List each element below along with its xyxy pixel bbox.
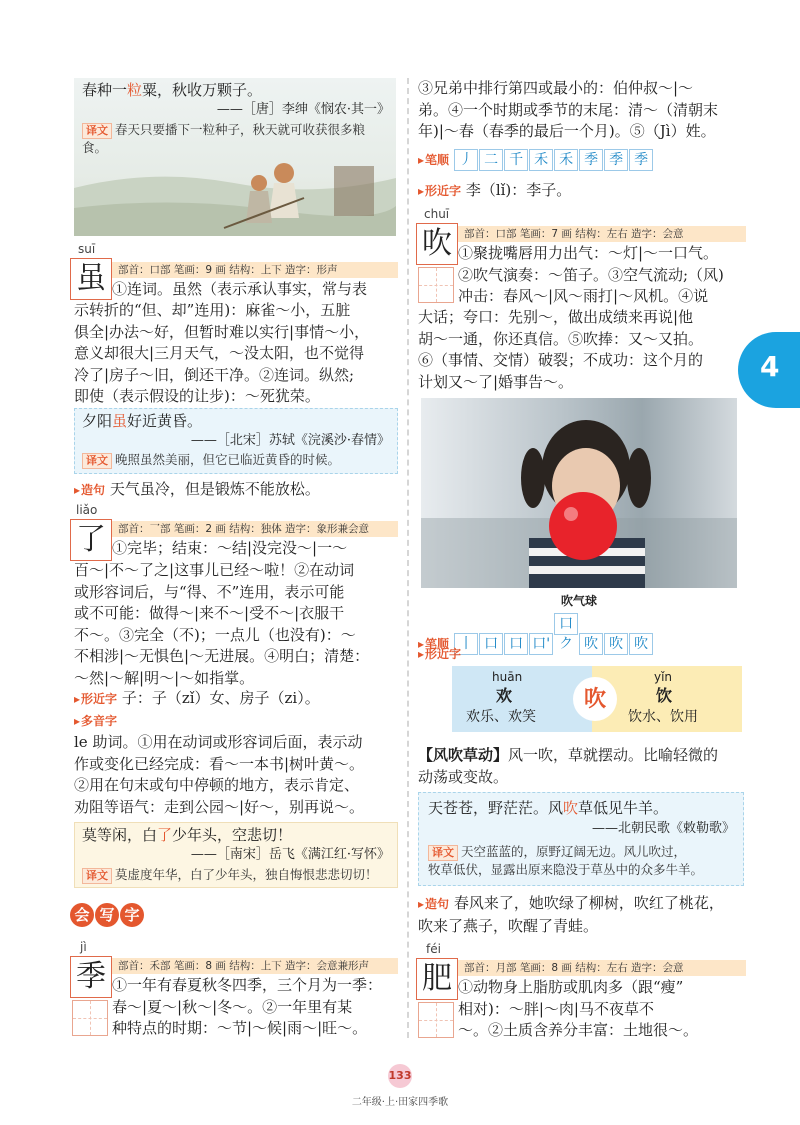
info-bar-sui: 部首：口部 笔画：9 画 结构：上下 造字：形声: [112, 262, 398, 278]
pinyin-ji: jì: [80, 940, 87, 954]
xingjin-le: ▸ 形近字 子：子（zǐ）女、房子（zi）。: [74, 688, 320, 711]
pinyin-sui: suī: [78, 242, 96, 256]
photo-blow-balloon: [421, 398, 737, 588]
quote-sui: 夕阳虽好近黄昏。: [82, 412, 203, 430]
char-box-le: 了: [70, 519, 112, 561]
definition-le-cont: 百～|不～了之|这事儿已经～啦！②在动词 或形容词后，与“得、不”连用，表示可能 或不可能：做得～|来不～|受不～|衣服干 不～。③完全（不)；一点儿（也没有)：～ 不相涉|～无惧色|～无进展。④明白；清楚： ～然|～解|明～|～如指掌。: [74, 561, 370, 687]
definition-ji-cont: ③兄弟中排行第四或最小的：伯仲叔～|～ 弟。④一个时期或季节的末尾：清～（清朝末 年)|～春（春季的最后一个月)。⑤（Jì）姓。: [418, 79, 719, 140]
section-title-huixiezi: 会 写 字: [70, 903, 144, 927]
footer-text: 二年级·上·田家四季歌: [351, 1097, 449, 1108]
idiom-fengchuicaodong: 【风吹草动】风一吹，草就摆动。比喻轻微的 动荡或变故。: [418, 746, 719, 786]
similar-right-pinyin: yǐn: [654, 670, 673, 684]
xingjin-label-chui: ▸ 形近字: [418, 645, 461, 662]
highlight-char: 了: [157, 826, 173, 844]
pinyin-chui: chuī: [424, 207, 450, 221]
quote-translation-chui: 译文 天空蓝蓝的，原野辽阔无边。风儿吹过， 牧草低伏，显露出原来隐没于草丛中的众多牛羊。: [428, 844, 704, 877]
similar-right-char: 饮: [656, 686, 673, 705]
highlight-char: 吹: [563, 799, 579, 817]
pinyin-le: liǎo: [76, 503, 98, 517]
definition-sui-cont: 示转折的“但、却”连用)：麻雀～小，五脏 俱全|办法～好，但暂时难以实行|事情～小， 意义却很大|三月天气，～没太阳，也不觉得 冷了|房子～旧，倒还干净。②连词。纵然; 即使（表示假设的让步)：～死犹荣。: [74, 301, 370, 405]
definition-sui: ①连词。虽然（表示承认事实，常与表: [112, 280, 368, 298]
practice-grid-ji: [72, 1000, 108, 1036]
quote-translation-le: 译文 莫虚度年华，白了少年头，独自悔恨悲悲切切！: [82, 866, 392, 884]
definition-chui-cont: 大话；夸口：先别～，做出成绩来再说|他 胡～一通，你还真信。⑤吹捧：又～又拍。 ⑥（事情、交情）破裂；不成功：这个月的 计划又～了|婚事告～。: [418, 308, 704, 391]
definition-ji: ①一年有春夏秋冬四季，三个月为一季： 春～|夏～|秋～|冬～。②一年里有某 种特点的时期：～节|～候|雨～|旺～。: [112, 976, 383, 1037]
highlight-char: 虽: [112, 412, 128, 430]
bishun-chui: ▸ 笔顺 丨 口 口 口'口ク 吹 吹 吹: [418, 613, 654, 655]
quote-chui: 天苍苍，野茫茫。风吹草低见牛羊。: [428, 799, 669, 817]
similar-right-words: 饮水、饮用: [628, 709, 698, 725]
practice-grid-fei: [418, 1002, 454, 1038]
char-box-sui: 虽: [70, 258, 112, 300]
similar-left-char: 欢: [496, 686, 513, 705]
quote-le: 莫等闲，白了少年头，空悲切！: [82, 826, 293, 844]
yiwen-tag: 译文: [82, 123, 112, 139]
definition-chui: ①聚拢嘴唇用力出气：～灯|～一口气。 ②吹气演奏：～笛子。③空气流动;（风) 冲击：春风～|风～雨打|～风机。④说: [458, 244, 724, 305]
quote-source-le: ——［南宋］岳飞《满江红·写怀》: [190, 847, 390, 862]
info-bar-chui: 部首：口部 笔画：7 画 结构：左右 造字：会意: [458, 226, 746, 242]
column-divider: [407, 78, 409, 1038]
char-box-ji: 季: [70, 956, 112, 998]
poem-source-1: ——［唐］李绅《悯农·其一》: [216, 102, 390, 117]
poem-line-1: 春种一粒粟，秋收万颗子。: [82, 81, 263, 99]
photo-caption: 吹气球: [560, 594, 597, 608]
char-box-fei: 肥: [416, 958, 458, 1000]
info-bar-fei: 部首：月部 笔画：8 画 结构：左右 造字：会意: [458, 960, 746, 976]
bishun-ji: ▸ 笔顺 丿 二 千 禾 禾 季 季 季: [418, 149, 654, 171]
duoyin-label: ▸ 多音字: [74, 712, 117, 729]
zaoju-chui: ▸ 造句 春风来了，她吹绿了柳树，吹红了桃花， 吹来了燕子，吹醒了青蛙。: [418, 893, 743, 937]
practice-grid-chui: [418, 267, 454, 303]
chapter-tab[interactable]: [738, 332, 800, 408]
poem-translation-1: 译文 春天只要播下一粒种子，秋天就可收获很多粮食。: [82, 122, 366, 155]
quote-translation-sui: 译文 晚照虽然美丽，但它已临近黄昏的时候。: [82, 451, 392, 469]
page-number: 133: [388, 1064, 412, 1088]
duoyin-le: le 助词。①用在动词或形容词后面，表示动 作或变化已经完成：看～一本书|树叶黄～。 ②用在句末或句中停顿的地方，表示肯定、 劝阻等语气：走到公园～|好～，别再说～。: [74, 733, 365, 816]
similar-char-card: [452, 666, 742, 732]
similar-center-char: 吹: [573, 677, 617, 721]
quote-source-sui: ——［北宋］苏轼《浣溪沙·春情》: [190, 433, 390, 448]
quote-source-chui: ——北朝民歌《敕勒歌》: [591, 821, 735, 836]
char-box-chui: 吹: [416, 223, 458, 265]
similar-left-pinyin: huān: [492, 670, 523, 684]
similar-left-words: 欢乐、欢笑: [466, 709, 536, 725]
info-bar-ji: 部首：禾部 笔画：8 画 结构：上下 造字：会意兼形声: [112, 958, 398, 974]
balloon-girl-photo: [421, 398, 737, 588]
pinyin-fei: féi: [426, 942, 441, 956]
info-bar-le: 部首：乛部 笔画：2 画 结构：独体 造字：象形兼会意: [112, 521, 398, 537]
chapter-number: 4: [760, 350, 780, 383]
definition-fei: ①动物身上脂肪或肌肉多（跟“瘦” 相对)：～胖|～肉|马不夜草不 ～。②土质含养分丰富：土地很～。: [458, 978, 699, 1039]
zaoju-sui: ▸ 造句 天气虽冷，但是锻炼不能放松。: [74, 479, 320, 502]
xingjin-ji: ▸ 形近字 李（lǐ)：李子。: [418, 180, 571, 203]
definition-le: ①完毕；结束：～结|没完没～|一～: [112, 539, 348, 557]
